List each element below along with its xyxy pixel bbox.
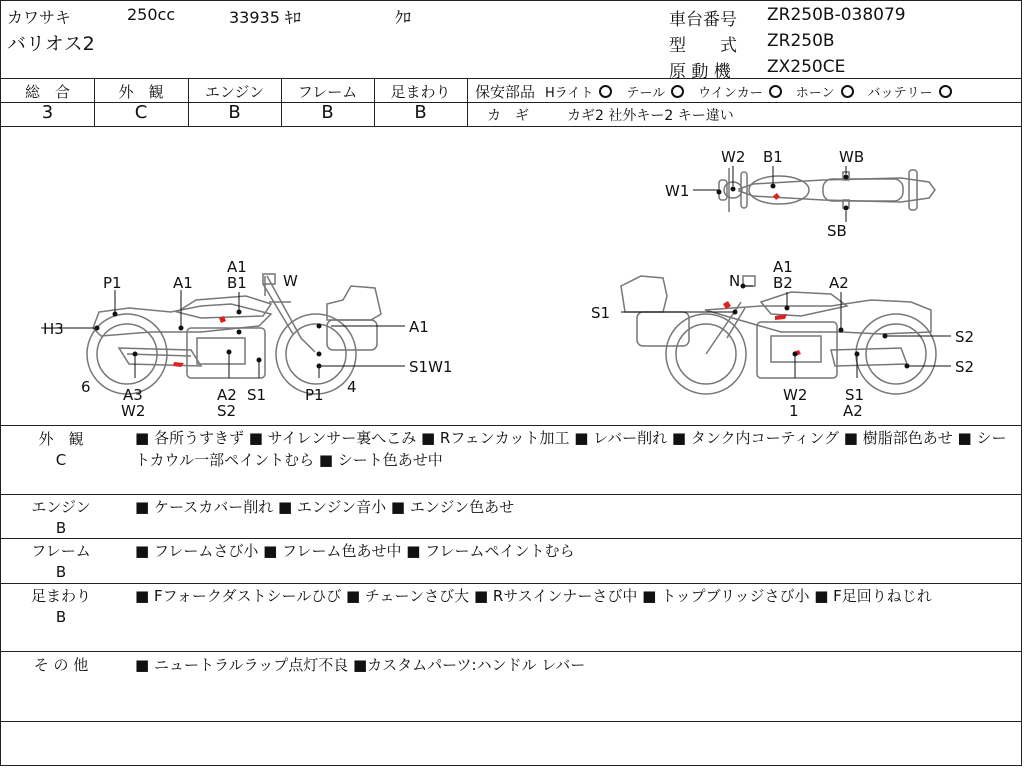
grade-frame-label: フレーム [297, 83, 358, 101]
equipment-headlight-label: Hライト [545, 86, 594, 101]
equipment-horn-label: ホーン [795, 86, 835, 101]
equipment-tail [626, 82, 684, 101]
grade-suspension-value: B [414, 102, 427, 123]
grade-total-value: 3 [41, 102, 54, 123]
diagram-label: W [283, 272, 298, 290]
ok-circle-icon [841, 85, 854, 98]
bike-right-view [621, 276, 936, 394]
diagram-label: P1 [103, 274, 122, 292]
diagram-label: B1 [227, 274, 247, 292]
diagram-label: A2 [217, 386, 237, 404]
damage-diagram [1, 126, 1021, 426]
bike-top-view [719, 168, 935, 212]
diagram-label: W1 [665, 182, 690, 200]
type-label: 型 式 [669, 36, 737, 56]
diagram-label: A2 [829, 274, 849, 292]
equipment-tail-label: テール [626, 86, 666, 101]
remark-suspension-text: ■ Fフォークダストシールひび ■ チェーンさび大 ■ Rサスインナーさび中 ■ トップブリッジさび小 ■ F足回りねじれ [135, 587, 932, 605]
remark-frame-text: ■ フレームさび小 ■ フレーム色あせ中 ■ フレームペイントむら [135, 542, 575, 560]
remark-other-text: ■ ニュートラルラップ点灯不良 ■カスタムパーツ:ハンドル レバー [135, 656, 586, 674]
grade-engine-label: エンジン [204, 83, 265, 101]
remark-grade: B [55, 563, 67, 581]
remark-grade: B [55, 519, 67, 537]
remark-title-text: フレーム [31, 542, 91, 560]
diagram-label: A1 [227, 258, 247, 276]
remark-grade: B [55, 608, 67, 626]
diagram-label: S2 [955, 358, 975, 376]
color: ｸﾛ [395, 8, 412, 27]
diagram-label: A1 [173, 274, 193, 292]
diagram-label: H3 [43, 320, 64, 338]
ok-circle-icon [671, 85, 684, 98]
remark-other-title [21, 655, 101, 676]
grade-frame-value: B [321, 102, 334, 123]
remark-title-text: 外 観 [38, 430, 84, 448]
engine-label: 原 動 機 [669, 62, 731, 82]
grade-engine-value: B [228, 102, 241, 123]
bike-left-view [87, 274, 381, 394]
diagram-label: 4 [347, 378, 357, 396]
frame-no-label: 車台番号 [669, 10, 737, 30]
diagram-label: S1 [845, 386, 865, 404]
remark-exterior-title [21, 429, 101, 471]
equipment-horn [796, 82, 854, 101]
key-label: カ ギ [487, 108, 529, 124]
divider [1, 494, 1021, 495]
divider [1, 651, 1021, 652]
equipment-winker [698, 82, 782, 101]
diagram-label: S2 [955, 328, 975, 346]
divider [1, 78, 1021, 79]
equipment-headlight [545, 82, 612, 101]
diagram-label: S1 [591, 304, 611, 322]
remark-exterior-text: ■ 各所うすきず ■ サイレンサー裏へこみ ■ Rフェンカット加工 ■ レバー削れ ■ タンク内コーティング ■ 樹脂部色あせ ■ シートカウル一部ペイントむら ■ シート色あせ中 [135, 429, 1007, 469]
divider [1, 583, 1021, 584]
equipment-row [475, 81, 966, 102]
grade-exterior-label: 外 観 [118, 83, 164, 101]
model-name: バリオス2 [7, 33, 95, 55]
diagram-label: B2 [773, 274, 793, 292]
remark-engine-title [21, 497, 101, 539]
grade-total-label: 総 合 [24, 83, 70, 101]
divider [1, 538, 1021, 539]
maker-name: カワサキ [7, 8, 72, 27]
diagram-label: B1 [763, 148, 783, 166]
diagram-label: W2 [121, 402, 146, 420]
frame-no: ZR250B-038079 [767, 5, 906, 25]
diagram-label: A2 [843, 402, 863, 420]
diagram-label: P1 [305, 386, 324, 404]
remark-title-text: エンジン [31, 498, 91, 516]
diagram-label: S1W1 [409, 358, 453, 376]
divider [467, 102, 1021, 103]
divider [1, 425, 1021, 426]
ok-circle-icon [939, 85, 952, 98]
type-value: ZR250B [767, 31, 835, 51]
remark-title-text: 足まわり [30, 587, 91, 605]
divider [467, 78, 468, 126]
engine-value: ZX250CE [767, 57, 846, 77]
displacement: 250cc [127, 5, 176, 24]
remark-engine-text: ■ ケースカバー削れ ■ エンジン音小 ■ エンジン色あせ [135, 498, 515, 516]
key-value: カギ2 社外キー2 キー違い [567, 108, 734, 124]
diagram-label: SB [827, 222, 847, 240]
diagram-label: WB [839, 148, 865, 166]
equipment-winker-label: ウインカー [698, 86, 763, 101]
remark-suspension-title [21, 586, 101, 628]
damage-mark [173, 362, 184, 367]
ok-circle-icon [769, 85, 782, 98]
grade-suspension-label: 足まわり [390, 83, 451, 101]
divider [1, 721, 1021, 722]
remark-title-text: そ の 他 [33, 656, 89, 674]
diagram-label: S2 [217, 402, 237, 420]
equipment-battery-label: バッテリー [867, 86, 933, 101]
diagram-label: A1 [409, 318, 429, 336]
mileage: 33935 ｷﾛ [229, 8, 301, 27]
diagram-label: W2 [783, 386, 808, 404]
diagram-label: A1 [773, 258, 793, 276]
diagram-label: 1 [789, 402, 799, 420]
grade-exterior-value: C [134, 102, 148, 123]
diagram-label: 6 [81, 378, 91, 396]
diagram-label: A3 [123, 386, 143, 404]
diagram-label: S1 [247, 386, 267, 404]
diagram-label: N [729, 272, 741, 290]
equipment-label: 保安部品 [475, 83, 536, 101]
remark-frame-title [21, 541, 101, 583]
equipment-battery [868, 82, 952, 101]
ok-circle-icon [599, 85, 612, 98]
damage-mark [773, 193, 780, 200]
remark-grade: C [55, 451, 67, 469]
diagram-label: W2 [721, 148, 746, 166]
